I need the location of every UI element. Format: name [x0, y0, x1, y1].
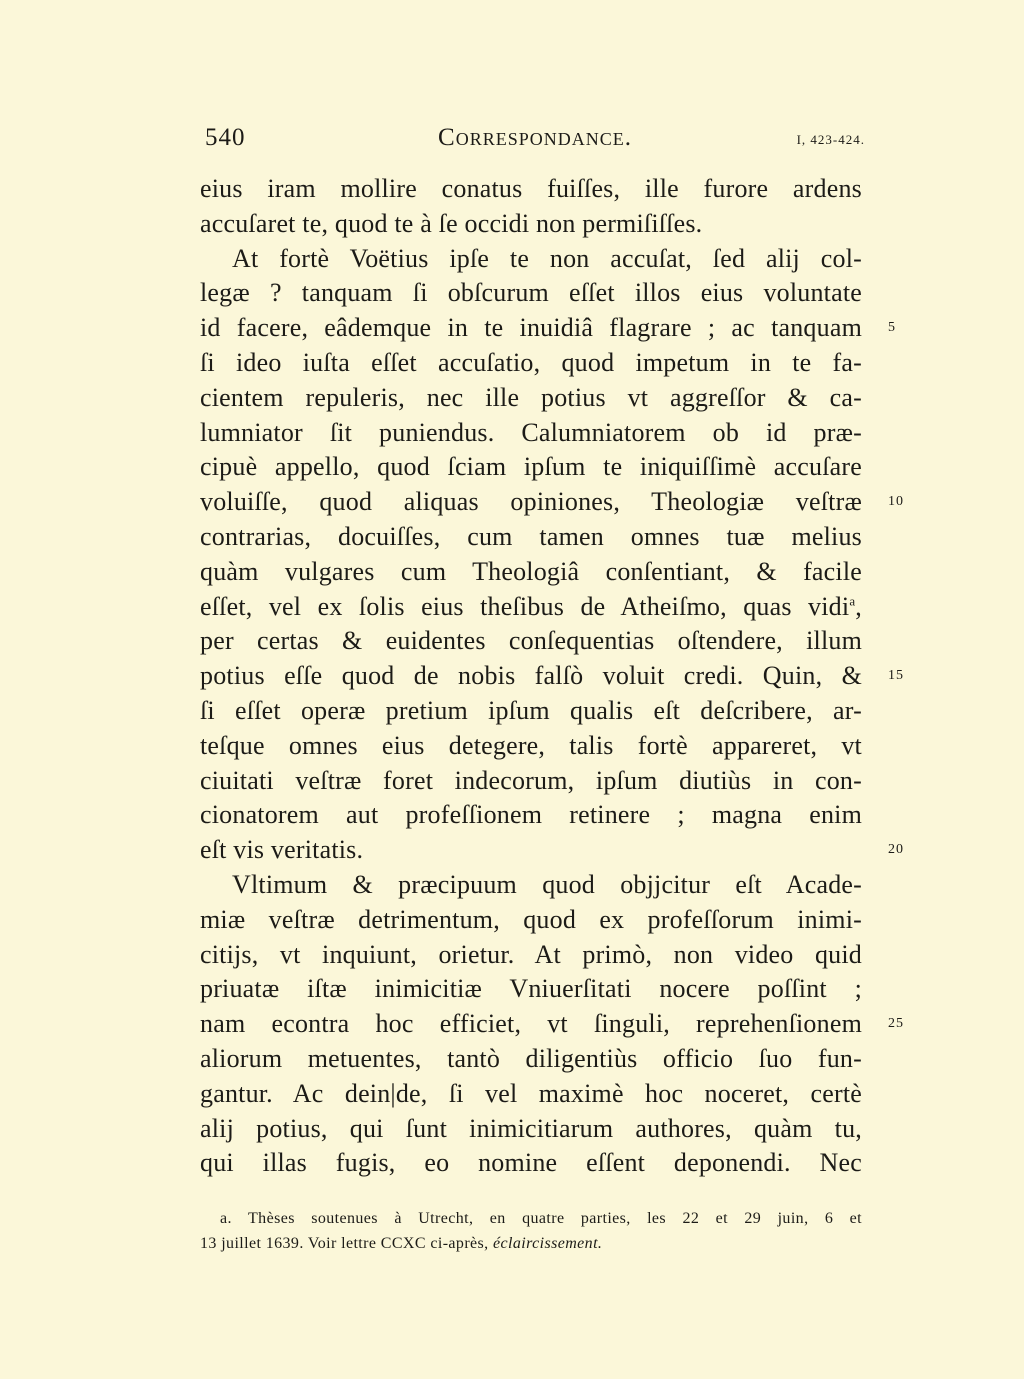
text-line-content: id facere, eâdemque in te inuidiâ flagrare ; ac tanquam: [200, 313, 862, 343]
text-line: cionatorem aut profeſſionem retinere ; magna enim: [200, 800, 862, 830]
text-line: alij potius, qui ſunt inimicitiarum authores, quàm tu,: [200, 1113, 862, 1143]
text-line: miæ veſtræ detrimentum, quod ex profeſſorum inimi-: [200, 904, 862, 934]
text-line: ſi ideo iuſta eſſet accuſatio, quod impetum in te fa-: [200, 347, 862, 377]
line-number: 20: [888, 842, 904, 858]
line-number: 5: [888, 320, 896, 336]
line-number: 10: [888, 494, 904, 510]
body-text: [200, 172, 904, 1181]
text-line: priuatæ iſtæ inimicitiæ Vniuerſitati nocere poſſint ;: [200, 974, 862, 1004]
footnote-ref-comma: ,: [855, 591, 862, 621]
text-line: gantur. Ac dein|de, ſi vel maximè hoc noceret, certè: [200, 1078, 862, 1108]
running-header: [205, 124, 865, 160]
text-line: teſque omnes eius detegere, talis fortè appareret, vt: [200, 730, 862, 760]
footnote-line: a. Thèses soutenues à Utrecht, en quatre parties, les 22 et 29 juin, 6 et: [220, 1210, 862, 1227]
text-line: per certas & euidentes conſequentias oſtendere, illum: [200, 626, 862, 656]
text-line-content: eſſet, vel ex ſolis eius theſibus de Atheiſmo, quas vidi: [200, 591, 850, 621]
text-line: quàm vulgares cum Theologiâ conſentiant, & facile: [200, 556, 862, 586]
text-line: legæ ? tanquam ſi obſcurum eſſet illos eius voluntate: [200, 278, 862, 308]
text-line: cipuè appello, quod ſciam ipſum te iniquiſſimè accuſare: [200, 452, 862, 482]
text-line-numbered: [200, 833, 904, 868]
text-line-content: eſt vis veritatis.: [200, 835, 364, 865]
text-line-numbered: [200, 485, 904, 520]
line-number: 15: [888, 668, 904, 684]
text-line-numbered: [200, 1007, 904, 1042]
text-line: aliorum metuentes, tantò diligentiùs officio ſuo fun-: [200, 1043, 862, 1073]
line-number: 25: [888, 1016, 904, 1032]
text-line: ciuitati veſtræ foret indecorum, ipſum diutiùs in con-: [200, 765, 862, 795]
text-line: accuſaret te, quod te à ſe occidi non permiſiſſes.: [200, 208, 703, 238]
footnote-text: 13 juillet 1639. Voir lettre CCXC ci-après,: [200, 1235, 493, 1252]
text-line: eius iram mollire conatus fuiſſes, ille furore ardens: [200, 174, 862, 203]
text-line: ſi eſſet operæ pretium ipſum qualis eſt deſcribere, ar-: [200, 695, 862, 725]
text-line: citijs, vt inquiunt, orietur. At primò, non video quid: [200, 939, 862, 969]
footnote-line: [200, 1231, 862, 1256]
text-line: cientem repuleris, nec ille potius vt aggreſſor & ca-: [200, 382, 862, 412]
running-title: Correspondance.: [438, 124, 632, 151]
text-line: lumniator ſit puniendus. Calumniatorem ob id præ-: [200, 417, 862, 447]
text-line-content: nam econtra hoc efficiet, vt ſinguli, reprehenſionem: [200, 1009, 862, 1039]
text-line: qui illas fugis, eo nomine eſſent deponendi. Nec: [200, 1148, 862, 1178]
text-line: Vltimum & præcipuum quod objjcitur eſt Acade-: [232, 869, 862, 899]
text-line-content: voluiſſe, quod aliquas opiniones, Theologiæ veſtræ: [200, 487, 862, 517]
footnote-italic-text: éclaircissement.: [492, 1235, 603, 1252]
text-line-content: potius eſſe quod de nobis falſò voluit credi. Quin, &: [200, 661, 862, 691]
footnote: [200, 1206, 862, 1256]
text-line: At fortè Voëtius ipſe te non accuſat, ſed alij col-: [232, 243, 862, 273]
page-reference: I, 423-424.: [796, 132, 865, 147]
page-number: 540: [205, 124, 246, 151]
text-line-with-footnote-ref: [200, 590, 862, 625]
footnote-reference[interactable]: a: [849, 592, 856, 608]
text-line: contrarias, docuiſſes, cum tamen omnes tuæ melius: [200, 521, 862, 551]
text-line-numbered: [200, 311, 896, 346]
text-line-numbered: [200, 659, 904, 694]
